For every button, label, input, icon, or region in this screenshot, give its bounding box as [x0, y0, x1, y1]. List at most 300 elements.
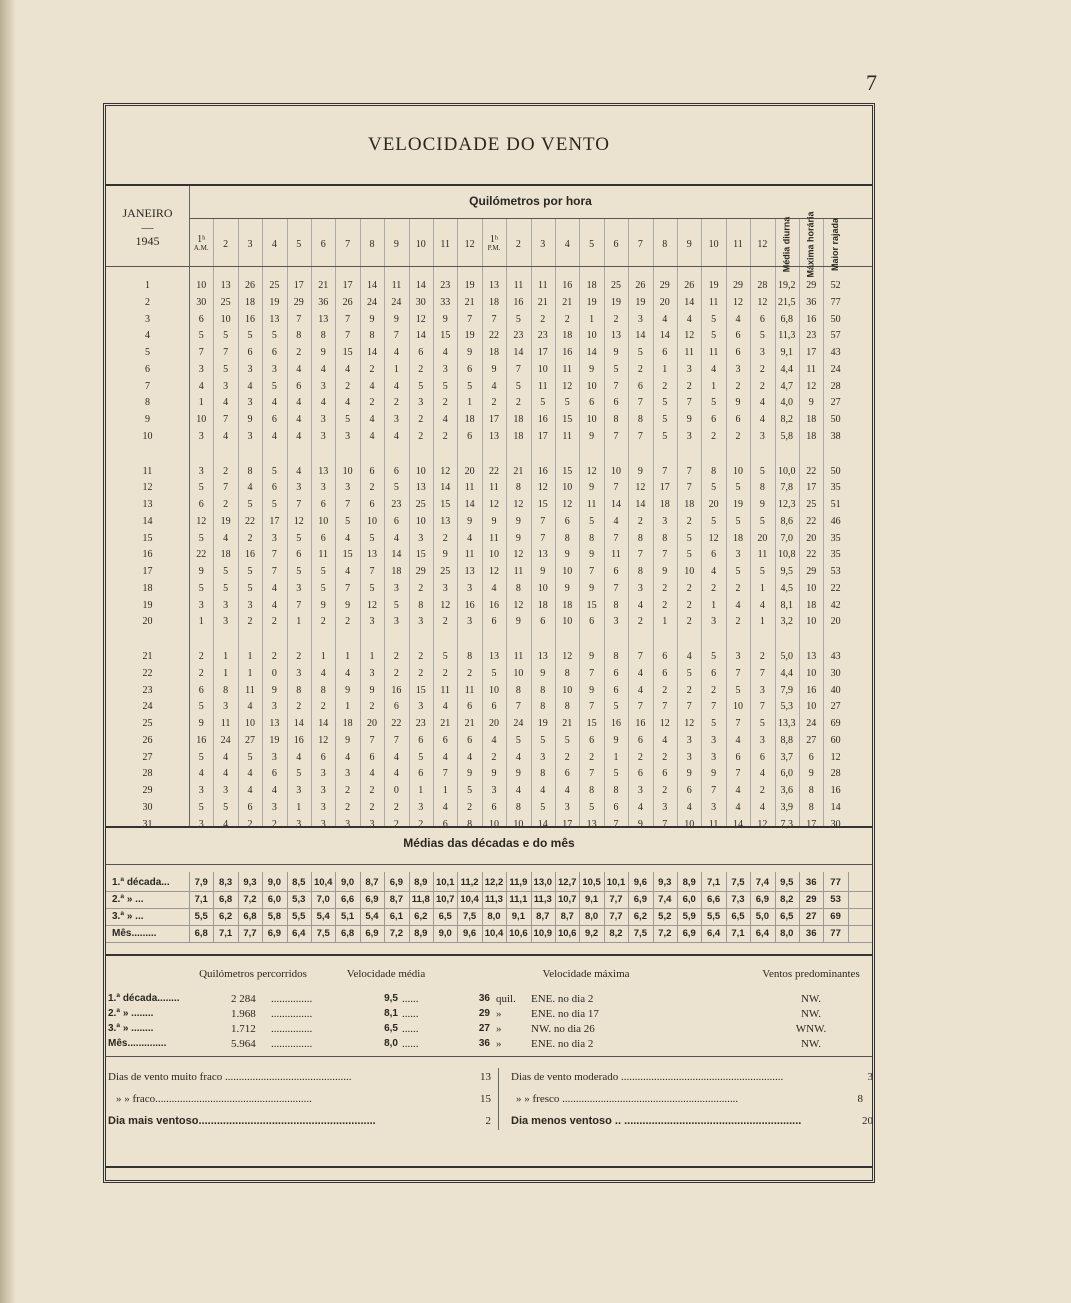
km-dots: ...............	[271, 1023, 313, 1035]
table-cell: 4	[247, 482, 253, 494]
table-cell: 4	[345, 363, 351, 375]
table-cell: 4	[393, 532, 399, 544]
summary-col-label: Máxima horária	[805, 210, 816, 278]
vmed-dots: ......	[402, 1023, 419, 1035]
table-cell: 7	[662, 818, 668, 830]
table-cell: 8	[808, 785, 814, 796]
table-cell: 4	[735, 734, 741, 746]
decade-cell: 11,3	[485, 894, 503, 905]
decade-cell: 6,9	[755, 894, 769, 905]
table-cell: 18	[732, 532, 743, 544]
table-cell: 16	[464, 599, 475, 611]
table-cell: 4	[320, 667, 326, 679]
table-cell: 25	[220, 296, 231, 308]
decade-cell: 7,5	[462, 911, 477, 922]
table-cell: 13	[586, 818, 597, 830]
table-cell: 4	[345, 532, 351, 544]
table-cell: 18	[659, 499, 670, 510]
table-cell: 5	[467, 785, 473, 796]
table-cell: 24	[366, 296, 377, 308]
decade-col-line	[726, 872, 727, 942]
table-cell: 10	[806, 667, 817, 679]
table-cell: 7	[369, 566, 375, 577]
table-cell: 9	[369, 684, 375, 696]
table-cell: 3	[442, 582, 448, 594]
table-cell: 2	[223, 499, 229, 510]
table-cell: 7	[686, 397, 692, 409]
table-cell: 29	[806, 566, 817, 577]
table-cell: 4	[637, 801, 643, 813]
table-cell: 29	[659, 280, 670, 291]
table-cell: 22	[806, 549, 817, 561]
table-cell: 3	[418, 701, 424, 713]
decade-cell: 7,3	[731, 894, 745, 905]
decade-cell: 11,9	[509, 877, 528, 888]
table-cell: 6	[540, 616, 546, 628]
day-label: 10	[142, 430, 153, 442]
table-cell: 5	[296, 532, 302, 544]
summary-label: 1.ª década........	[108, 993, 180, 1004]
table-cell: 19	[732, 499, 743, 510]
table-cell: 4	[223, 532, 229, 544]
table-cell: 7	[345, 499, 351, 510]
day-label: 16	[142, 549, 153, 561]
table-cell: 5	[759, 566, 765, 577]
decade-cell: 9,3	[658, 877, 672, 888]
table-cell: 10	[562, 616, 573, 628]
table-cell: 5	[613, 363, 619, 375]
table-cell: 6	[271, 768, 277, 780]
table-cell: 38	[830, 430, 841, 442]
table-cell: 3,7	[780, 751, 794, 763]
table-cell: 6	[271, 414, 277, 425]
table-cell: 4	[271, 397, 277, 409]
hour-1-label: 1ʰ	[489, 234, 499, 245]
frame-bottom-rule	[106, 1166, 872, 1168]
table-cell: 23	[440, 280, 451, 291]
table-cell: 6	[613, 397, 619, 409]
table-cell: 3	[735, 549, 741, 561]
decade-cell: 10,1	[435, 877, 455, 888]
table-cell: 2	[271, 651, 277, 662]
vmax-value: 36	[478, 993, 490, 1004]
table-cell: 3	[418, 532, 424, 544]
table-cell: 3	[467, 616, 473, 628]
table-cell: 14	[635, 330, 646, 342]
decade-cell: 27	[805, 911, 817, 922]
decade-cell: 6,0	[267, 894, 281, 905]
table-cell: 14	[732, 818, 743, 830]
table-cell: 6	[320, 532, 326, 544]
hour-header: 4	[564, 238, 570, 250]
table-cell: 5	[442, 651, 448, 662]
table-cell: 18	[806, 599, 817, 611]
table-cell: 1	[345, 701, 351, 713]
decade-col-line	[409, 872, 410, 942]
table-cell: 8	[515, 684, 521, 696]
table-cell: 19	[708, 280, 719, 291]
table-cell: 4	[491, 582, 497, 594]
table-cell: 2	[735, 616, 741, 628]
table-cell: 4	[345, 751, 351, 763]
table-cell: 13	[269, 313, 280, 325]
table-cell: 13	[269, 718, 280, 729]
summary-label: 2.ª » ........	[108, 1008, 154, 1019]
table-cell: 3	[247, 430, 253, 442]
table-cell: 18	[806, 414, 817, 425]
table-cell: 7	[662, 465, 668, 477]
table-cell: 7	[589, 768, 595, 780]
table-cell: 2	[369, 801, 375, 813]
table-cell: 7	[637, 549, 643, 561]
table-cell: 24	[513, 718, 524, 729]
table-cell: 43	[830, 347, 841, 358]
table-cell: 3	[393, 582, 399, 594]
table-cell: 2	[637, 363, 643, 375]
table-cell: 5	[735, 684, 741, 696]
decade-cell: 6,8	[218, 894, 233, 905]
table-cell: 11	[440, 684, 451, 696]
day-label: 21	[142, 651, 153, 662]
table-cell: 3	[418, 616, 424, 628]
table-cell: 2	[198, 667, 204, 679]
decade-cell: 6,2	[633, 911, 647, 922]
table-cell: 8	[564, 701, 570, 713]
table-cell: 13,3	[778, 718, 796, 729]
decade-col-line	[775, 872, 776, 942]
table-cell: 4	[296, 430, 302, 442]
table-cell: 2	[296, 347, 302, 358]
predominant-wind: NW.	[800, 1008, 822, 1020]
table-cell: 3	[735, 363, 741, 375]
table-cell: 15	[415, 684, 426, 696]
table-cell: 7	[393, 330, 399, 342]
decade-cell: 8,0	[780, 928, 794, 939]
table-cell: 19	[464, 330, 475, 342]
table-cell: 6,8	[780, 313, 794, 325]
table-cell: 8	[808, 801, 814, 813]
decade-cell: 5,4	[316, 911, 330, 922]
table-cell: 17	[269, 515, 280, 527]
table-cell: 26	[635, 280, 646, 291]
table-cell: 17	[806, 818, 817, 830]
table-cell: 9	[345, 684, 351, 696]
table-cell: 22	[488, 465, 499, 477]
table-cell: 12	[586, 465, 597, 477]
decade-cell: 7,7	[609, 894, 623, 905]
table-cell: 19	[610, 296, 621, 308]
table-cell: 26	[244, 280, 255, 291]
table-cell: 50	[830, 465, 841, 477]
table-cell: 11	[537, 280, 548, 291]
table-cell: 9	[589, 363, 595, 375]
table-cell: 5	[711, 651, 717, 662]
decade-cell: 5,5	[706, 911, 721, 922]
table-cell: 7	[613, 818, 619, 830]
table-cell: 3	[320, 785, 326, 796]
predominant-wind: NW.	[800, 993, 822, 1005]
decade-cell: 69	[830, 911, 841, 922]
table-cell: 9	[491, 768, 497, 780]
table-cell: 8	[613, 785, 619, 796]
moderado-label: Dias de vento moderado ...........................................................	[511, 1071, 784, 1083]
table-cell: 10	[586, 414, 597, 425]
table-cell: 6	[711, 549, 717, 561]
table-cell: 14	[513, 347, 524, 358]
fraco-value: 15	[480, 1093, 491, 1105]
decade-cell: 6,4	[706, 928, 721, 939]
table-cell: 3	[271, 532, 277, 544]
table-cell: 4	[393, 751, 399, 763]
table-cell: 6	[564, 515, 570, 527]
decade-cell: 11,1	[509, 894, 528, 905]
table-cell: 35	[830, 549, 841, 561]
table-cell: 6	[467, 701, 473, 713]
day-label: 30	[142, 801, 153, 813]
table-cell: 3	[686, 363, 692, 375]
table-cell: 21	[318, 280, 329, 291]
decade-cell: 36	[805, 877, 817, 888]
table-cell: 7	[491, 313, 497, 325]
table-cell: 9	[564, 582, 570, 594]
table-cell: 25	[440, 566, 451, 577]
table-cell: 6	[198, 313, 204, 325]
table-cell: 10	[562, 566, 573, 577]
table-cell: 57	[830, 330, 841, 342]
table-cell: 9	[540, 667, 546, 679]
table-cell: 9	[491, 363, 497, 375]
decade-col-line	[579, 872, 580, 942]
table-cell: 17	[806, 482, 817, 494]
table-cell: 6	[467, 430, 473, 442]
table-cell: 15	[440, 499, 451, 510]
decade-cell: 8,7	[536, 911, 550, 922]
table-cell: 6	[369, 499, 375, 510]
day-label: 31	[142, 818, 153, 830]
table-cell: 9	[686, 414, 692, 425]
table-cell: 5	[589, 515, 595, 527]
table-cell: 9	[271, 684, 277, 696]
summary-col-header-col_maxima	[799, 210, 823, 278]
table-cell: 5	[198, 532, 204, 544]
table-cell: 19	[635, 296, 646, 308]
table-cell: 22	[830, 582, 841, 594]
decade-cell: 7,4	[755, 877, 769, 888]
decade-row-rule	[106, 891, 872, 892]
table-cell: 15	[440, 330, 451, 342]
day-label: 28	[142, 768, 153, 780]
table-cell: 9	[564, 549, 570, 561]
decade-cell: 8,9	[682, 877, 696, 888]
table-cell: 3	[223, 701, 229, 713]
table-cell: 3	[345, 482, 351, 494]
table-cell: 2	[686, 616, 692, 628]
table-cell: 35	[830, 532, 841, 544]
table-cell: 2	[345, 380, 351, 392]
table-cell: 2	[345, 616, 351, 628]
table-cell: 3	[271, 801, 277, 813]
table-cell: 25	[610, 280, 621, 291]
table-cell: 9	[808, 397, 814, 409]
table-cell: 8	[223, 684, 229, 696]
table-cell: 4	[637, 599, 643, 611]
table-cell: 4	[467, 532, 473, 544]
table-cell: 7,9	[780, 684, 794, 696]
table-cell: 14	[318, 718, 329, 729]
decade-col-line	[433, 872, 434, 942]
table-cell: 7	[223, 482, 229, 494]
table-cell: 6	[613, 566, 619, 577]
table-cell: 4	[296, 751, 302, 763]
table-cell: 53	[830, 566, 841, 577]
vmed-dots: ......	[402, 1008, 419, 1020]
hour-1-label: 1ʰ	[197, 234, 206, 245]
table-cell: 1	[418, 785, 424, 796]
decade-cell: 7,7	[243, 928, 257, 939]
table-cell: 10	[537, 363, 548, 375]
table-cell: 1	[662, 616, 668, 628]
table-cell: 1	[296, 801, 302, 813]
table-cell: 2	[662, 785, 668, 796]
table-cell: 28	[757, 280, 768, 291]
table-cell: 17	[342, 280, 353, 291]
table-cell: 9	[808, 768, 814, 780]
table-cell: 16	[537, 414, 548, 425]
table-cell: 7	[515, 701, 521, 713]
table-cell: 7	[613, 482, 619, 494]
table-cell: 18	[342, 718, 353, 729]
decade-cell: 11,8	[411, 894, 430, 905]
table-cell: 10	[562, 684, 573, 696]
table-cell: 17	[537, 430, 548, 442]
table-cell: 5	[418, 751, 424, 763]
table-cell: 22	[806, 465, 817, 477]
table-cell: 0	[271, 667, 277, 679]
decade-cell: 5,3	[292, 894, 306, 905]
decade-cell: 8,2	[780, 894, 794, 905]
table-cell: 5	[393, 482, 399, 494]
table-cell: 5	[271, 330, 277, 342]
table-cell: 11	[489, 532, 499, 544]
table-cell: 5	[759, 515, 765, 527]
table-cell: 4	[369, 414, 375, 425]
table-cell: 9	[735, 397, 741, 409]
table-cell: 7	[271, 549, 277, 561]
table-cell: 7	[589, 701, 595, 713]
table-cell: 8	[540, 768, 546, 780]
table-cell: 18	[806, 430, 817, 442]
table-cell: 11,3	[778, 330, 796, 342]
table-cell: 3	[491, 785, 497, 796]
table-cell: 4	[759, 768, 765, 780]
table-cell: 3	[223, 599, 229, 611]
table-cell: 27	[830, 701, 841, 713]
predominant-wind: WNW.	[795, 1023, 827, 1035]
table-cell: 18	[464, 414, 475, 425]
table-cell: 4	[393, 430, 399, 442]
table-cell: 3	[711, 734, 717, 746]
vmed-value: 8,0	[384, 1038, 398, 1049]
table-cell: 11	[245, 684, 255, 696]
table-cell: 10	[562, 482, 573, 494]
table-cell: 9	[589, 549, 595, 561]
table-cell: 9	[515, 515, 521, 527]
table-cell: 5	[393, 599, 399, 611]
decade-cell: 9,0	[267, 877, 281, 888]
km-dots: ...............	[271, 1008, 313, 1020]
table-cell: 9	[686, 768, 692, 780]
table-cell: 3	[296, 667, 302, 679]
table-cell: 6	[418, 347, 424, 358]
decade-cell: 7,9	[194, 877, 208, 888]
table-cell: 6	[613, 684, 619, 696]
table-cell: 3	[467, 582, 473, 594]
table-cell: 50	[830, 414, 841, 425]
table-cell: 0	[393, 785, 399, 796]
table-cell: 2	[515, 397, 521, 409]
table-cell: 3	[711, 801, 717, 813]
table-cell: 3	[637, 582, 643, 594]
decade-row-rule	[106, 925, 872, 926]
decade-cell: 6,6	[340, 894, 355, 905]
bottom-divider	[498, 1068, 499, 1130]
table-cell: 3	[759, 430, 765, 442]
table-cell: 3	[418, 397, 424, 409]
table-cell: 3	[369, 616, 375, 628]
table-cell: 15	[586, 718, 597, 729]
table-cell: 30	[196, 296, 207, 308]
table-cell: 15	[342, 549, 353, 561]
decade-cell: 10,9	[533, 928, 553, 939]
table-cell: 12	[732, 296, 743, 308]
table-cell: 12	[293, 515, 304, 527]
table-cell: 5	[613, 768, 619, 780]
table-cell: 12	[440, 599, 451, 611]
table-cell: 2	[467, 667, 473, 679]
decade-cell: 10,6	[509, 928, 528, 939]
table-cell: 2	[418, 363, 424, 375]
table-cell: 21	[440, 718, 451, 729]
decade-cell: 8,7	[365, 877, 379, 888]
table-cell: 2	[223, 465, 229, 477]
table-cell: 4	[223, 751, 229, 763]
decade-cell: 7,4	[658, 894, 672, 905]
table-cell: 7	[223, 414, 229, 425]
table-cell: 21	[464, 296, 475, 308]
table-cell: 22	[488, 330, 499, 342]
hour-header-1pm	[482, 224, 506, 264]
table-cell: 2	[296, 651, 302, 662]
day-label: 24	[142, 701, 153, 713]
decade-cell: 7,5	[316, 928, 330, 939]
table-cell: 9	[467, 768, 473, 780]
table-cell: 8	[637, 414, 643, 425]
day-label: 8	[145, 397, 150, 409]
table-cell: 4	[247, 380, 253, 392]
decade-col-line	[506, 872, 507, 942]
hour-header: 12	[464, 238, 475, 250]
table-cell: 11	[586, 499, 597, 510]
table-cell: 20	[708, 499, 719, 510]
table-cell: 4	[735, 785, 741, 796]
decade-cell: 6,8	[194, 928, 208, 939]
decade-cell: 7,0	[316, 894, 330, 905]
table-cell: 24	[830, 363, 841, 375]
table-cell: 8,8	[780, 734, 794, 746]
table-cell: 6	[320, 751, 326, 763]
decade-col-line	[311, 872, 312, 942]
table-cell: 8	[662, 532, 668, 544]
